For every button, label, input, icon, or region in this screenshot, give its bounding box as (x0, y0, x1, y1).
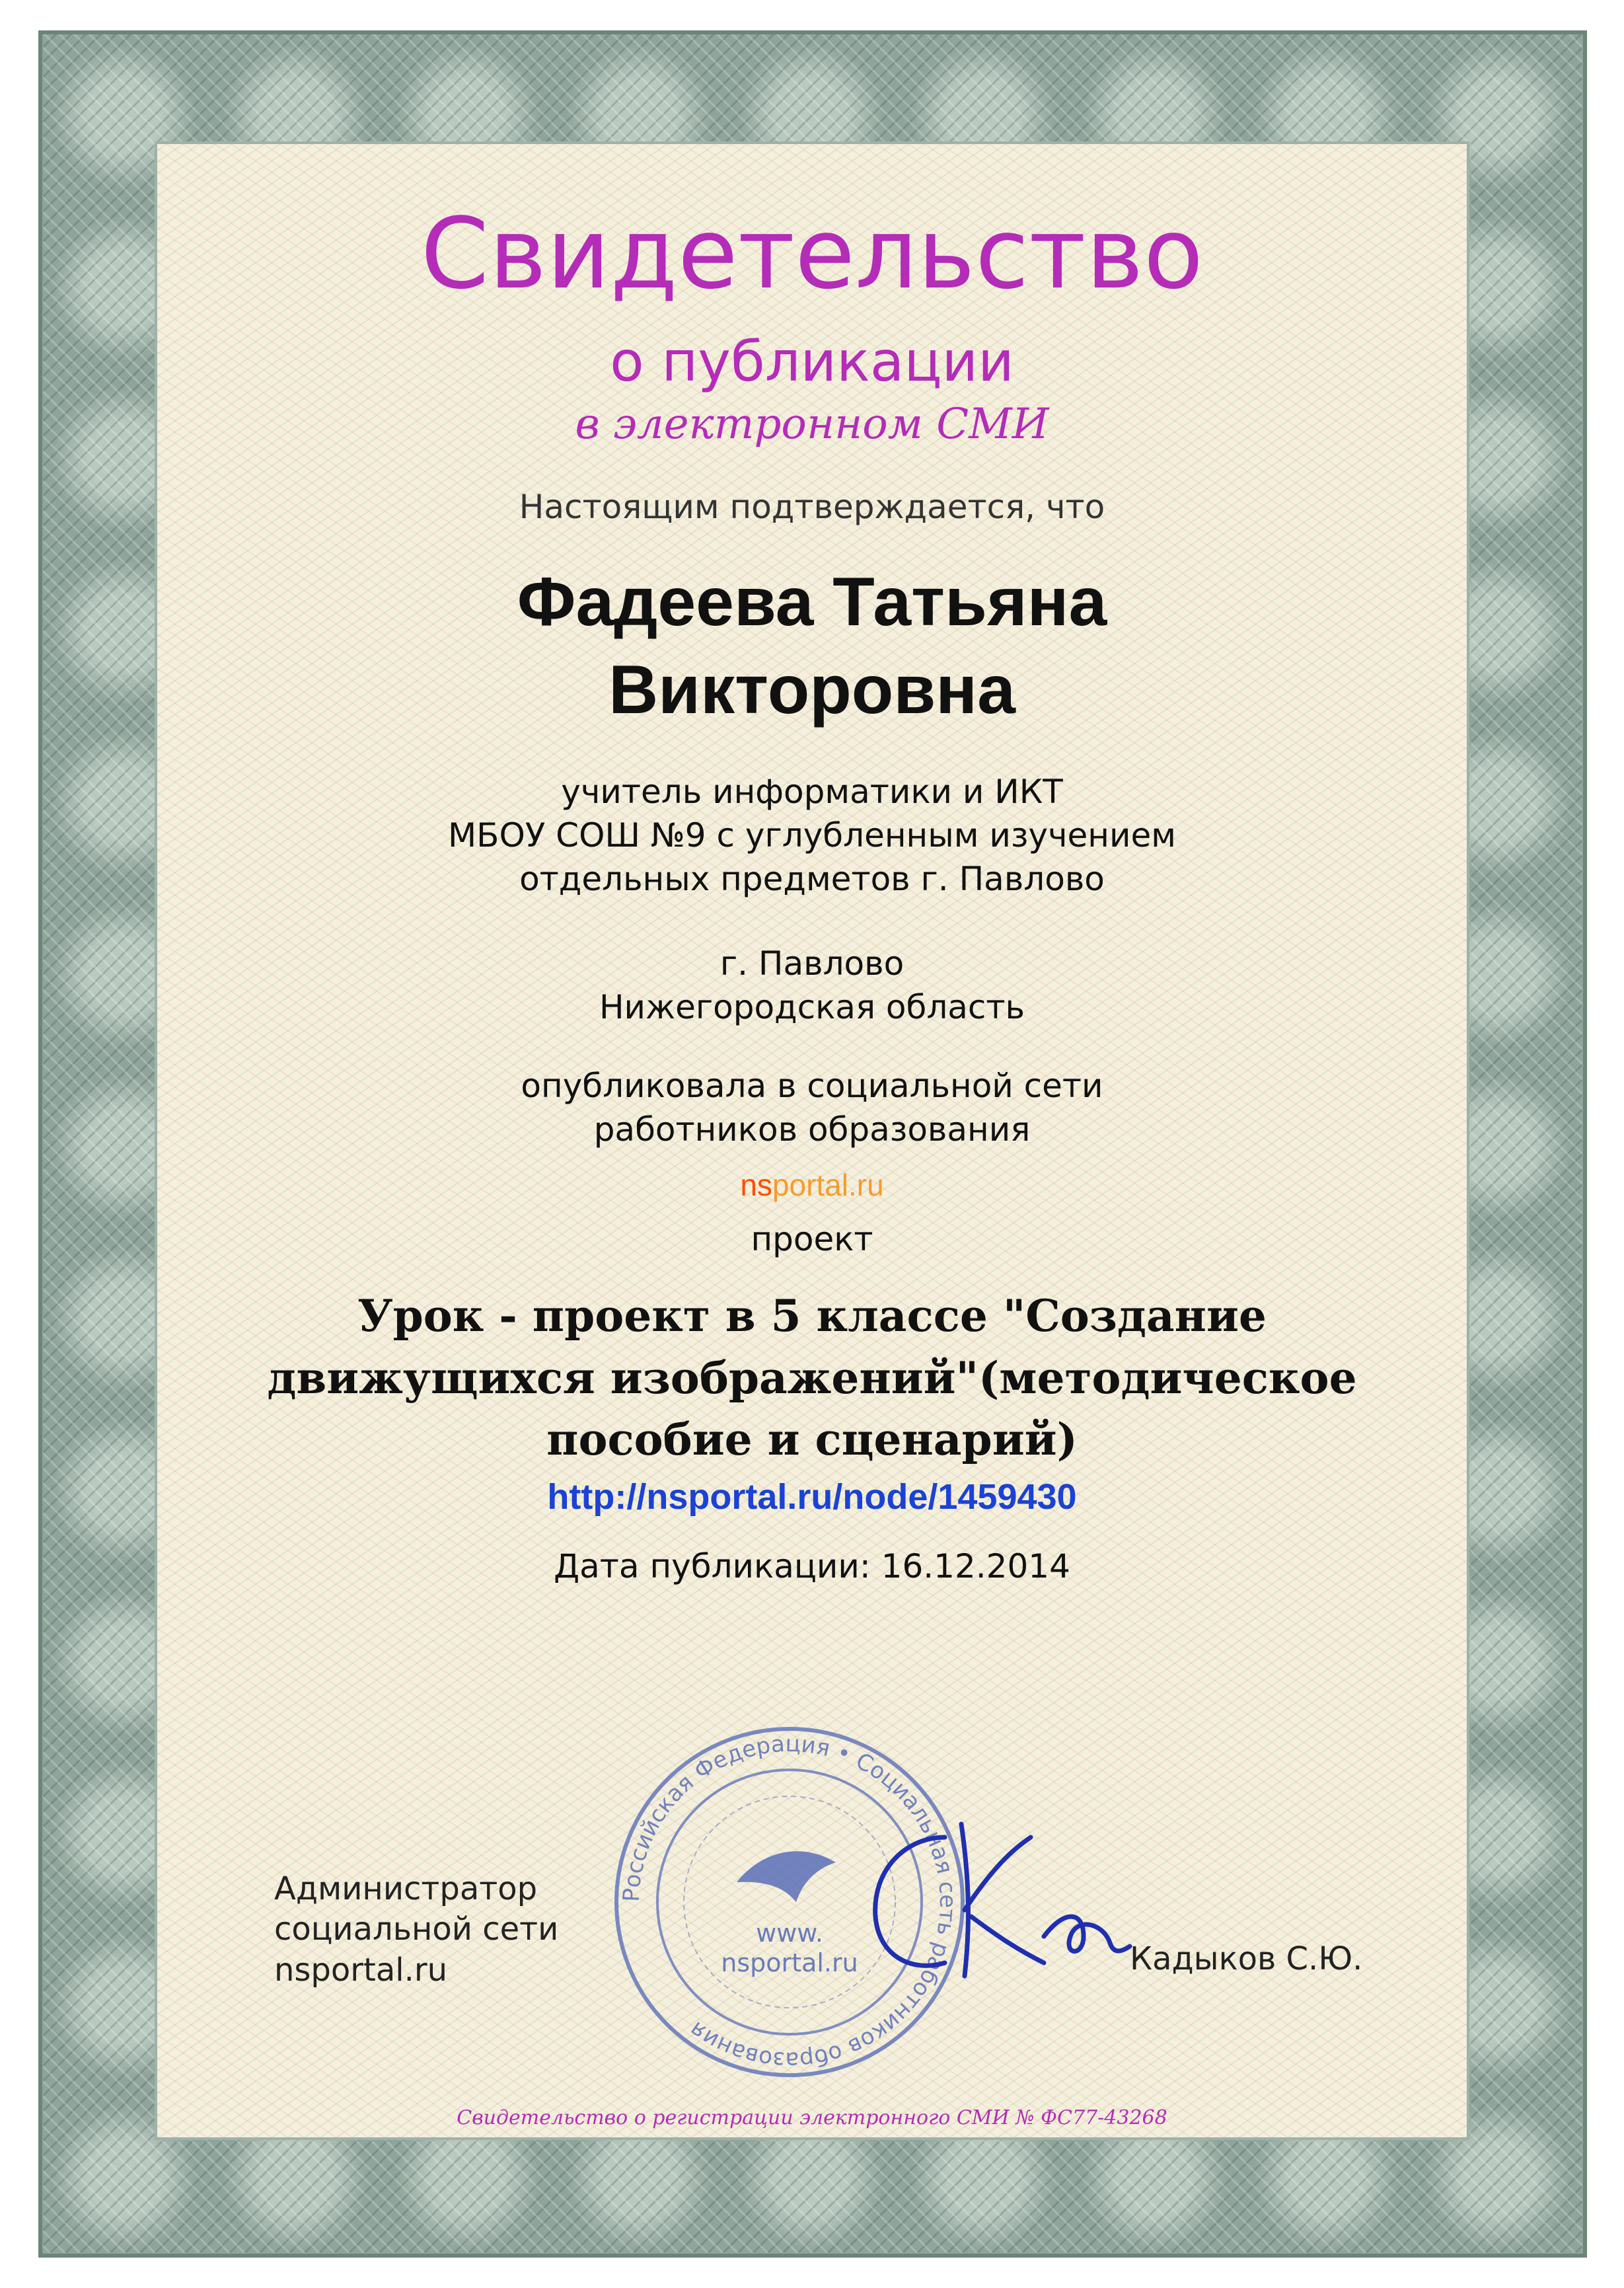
stamp-logo-icon (737, 1851, 836, 1902)
work-title (157, 1285, 1467, 1471)
region: Нижегородская область (599, 988, 1025, 1026)
publication-date: Дата публикации: 16.12.2014 (554, 1547, 1070, 1585)
position-line1: учитель информатики и ИКТ (561, 773, 1063, 811)
admin-line3: nsportal.ru (274, 1951, 447, 1989)
publication-statement (157, 1064, 1467, 1151)
site-part1: ns (740, 1168, 772, 1202)
position-line2: МБОУ СОШ №9 с углубленным изучением (448, 816, 1176, 855)
certificate-title: Свидетельство (420, 197, 1204, 311)
work-type: проект (751, 1220, 873, 1258)
published-line2: работников образования (593, 1110, 1031, 1149)
person-location (157, 942, 1467, 1029)
registration-note: Свидетельство о регистрации электронного СМИ № ФС77-43268 (457, 2106, 1167, 2129)
work-title-line1: Урок - проект в 5 классе "Создание (357, 1290, 1267, 1342)
certificate-subtitle-media: в электронном СМИ (575, 400, 1049, 449)
admin-line2: социальной сети (274, 1911, 559, 1948)
site-logo-text (157, 1170, 1467, 1200)
confirm-text: Настоящим подтверждается, что (519, 488, 1105, 526)
work-title-line2: движущихся изображений"(методическое (267, 1352, 1357, 1404)
person-position (157, 770, 1467, 901)
admin-block (274, 1869, 558, 1991)
stamp-site: nsportal.ru (721, 1948, 858, 1977)
stamp-outer-text: Российская Федерация • Социальная сеть работников образования (618, 1730, 961, 2074)
certificate-subtitle: о публикации (610, 329, 1014, 394)
city: г. Павлово (720, 944, 904, 983)
position-line3: отдельных предметов г. Павлово (519, 860, 1105, 898)
stamp-www: www. (756, 1919, 823, 1948)
signature (846, 1811, 1136, 2009)
signer-name: Кадыков С.Ю. (1130, 1940, 1363, 1977)
admin-line1: Администратор (274, 1870, 538, 1907)
work-title-line3: пособие и сценарий) (546, 1414, 1078, 1466)
site-part2: portal.ru (772, 1168, 884, 1202)
person-name-line2: Викторовна (609, 652, 1015, 729)
person-name-line1: Фадеева Татьяна (517, 564, 1107, 640)
published-line1: опубликовала в социальной сети (521, 1067, 1103, 1105)
person-name (157, 558, 1467, 734)
publication-link[interactable]: http://nsportal.ru/node/1459430 (547, 1477, 1077, 1517)
